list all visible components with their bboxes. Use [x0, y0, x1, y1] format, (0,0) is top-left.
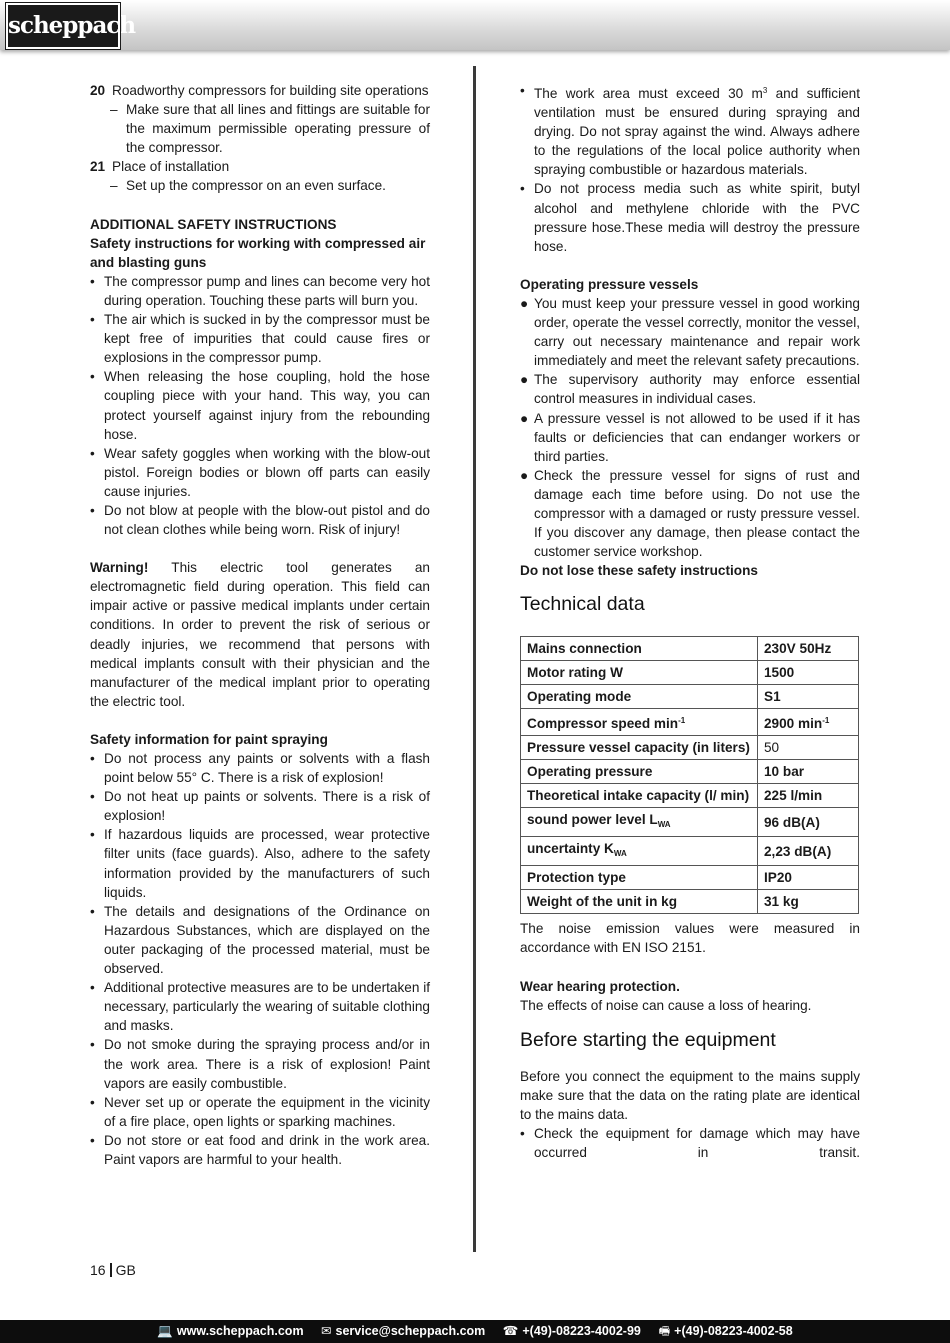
- list-item-text: Do not heat up paints or solvents. There is a risk of explosion!: [104, 789, 430, 824]
- table-cell-value: [758, 685, 859, 709]
- bullet-marker: •: [90, 445, 95, 461]
- label-text: Theoretical intake capacity (l/ min): [527, 788, 750, 804]
- list-item-text: Check the equipment for damage which may have occurred in transit.: [534, 1126, 860, 1161]
- list-item-text: Check the pressure vessel for signs of rust and damage each time before using. Do not use the compressor with a damaged or rusty pressure vessel. If you discover any damage, then please contact the customer service workshop.: [534, 467, 860, 560]
- phone-number: +(49)-08223-4002-99: [522, 1324, 641, 1338]
- label-text: Mains connection: [527, 641, 642, 657]
- table-cell-value: [758, 890, 859, 914]
- list-item-text: If hazardous liquids are processed, wear protective filter units (face guards). Also, adhere to the safety information provided by the manufacturers of such liquids.: [104, 827, 430, 900]
- list-item: [90, 310, 430, 367]
- warning-label: Warning!: [90, 560, 149, 576]
- email-link[interactable]: service@scheppach.com: [335, 1324, 486, 1338]
- list-item-text: Do not smoke during the spraying process and/or in the work area. There is a risk of explosion! Paint vapors are easily combustible.: [104, 1037, 430, 1091]
- subsection-heading: Operating pressure vessels: [520, 276, 699, 292]
- list-item: [90, 978, 430, 1035]
- list-item: [90, 1093, 430, 1131]
- bullet-marker: •: [90, 789, 95, 805]
- bullet-marker: ●: [520, 410, 529, 426]
- sub-item-text: Set up the compressor on an even surface.: [126, 178, 386, 194]
- page-number: 16: [90, 1262, 106, 1278]
- column-divider: [473, 66, 476, 1252]
- table-row: [521, 784, 859, 808]
- table-row: [521, 808, 859, 837]
- table-row: [521, 760, 859, 784]
- table-cell-value: [758, 837, 859, 866]
- list-item: [90, 825, 430, 901]
- list-item: [90, 1131, 430, 1169]
- superscript: -1: [822, 716, 830, 726]
- list-item-text: Do not store or eat food and drink in the work area. Paint vapors are harmful to your health.: [104, 1132, 430, 1167]
- label-text: Protection type: [527, 870, 626, 886]
- value-text: 225 l/min: [764, 788, 823, 804]
- table-cell-label: [521, 784, 758, 808]
- table-row: [521, 736, 859, 760]
- paint-bullet-list: [90, 749, 430, 1169]
- list-item: [90, 902, 430, 978]
- subscript: WA: [657, 820, 671, 830]
- bullet-marker: •: [90, 751, 95, 766]
- item-title: Roadworthy compressors for building site operations: [112, 83, 429, 98]
- warning-text: This electric tool generates an electromagnetic field during operation. This field can impair active or passive medical implants under certain conditions. In order to prevent the risk of serious or deadly injuries, we recommend that persons with medical implants consult with their physician and the manufacturer of the medical implant prior to operating the electric tool.: [90, 560, 430, 709]
- before-starting-heading: Before starting the equipment: [520, 1028, 776, 1051]
- dash-marker: –: [110, 178, 118, 194]
- table-cell-label: [521, 890, 758, 914]
- table-cell-value: [758, 637, 859, 661]
- sub-item-text: Make sure that all lines and fittings are suitable for the maximum permissible operating pressure of the compressor.: [126, 102, 430, 156]
- table-row: [521, 685, 859, 709]
- value-text: 50: [764, 740, 780, 756]
- value-text: 2,23 dB(A): [764, 843, 832, 859]
- keep-instructions: Do not lose these safety instructions: [520, 563, 758, 579]
- hearing-text: The effects of noise can cause a loss of hearing.: [520, 997, 812, 1013]
- bullet-marker: ●: [520, 467, 529, 483]
- bullet-marker: •: [90, 1094, 95, 1110]
- hearing-heading: Wear hearing protection.: [520, 978, 680, 994]
- item-number: 20: [90, 83, 106, 98]
- table-cell-label: [521, 808, 758, 837]
- bullet-marker: •: [90, 1132, 95, 1148]
- bullet-marker: •: [90, 980, 95, 996]
- list-item: [520, 294, 860, 370]
- list-item: [520, 179, 860, 255]
- table-cell-label: [521, 866, 758, 890]
- noise-paragraph: The noise emission values were measured in accordance with EN ISO 2151.: [520, 921, 860, 956]
- language-code: GB: [115, 1262, 136, 1278]
- label-text: Operating pressure: [527, 764, 653, 780]
- dash-marker: –: [110, 102, 118, 118]
- list-item-text: The air which is sucked in by the compressor must be kept free of impurities that could cause fires or explosions in the compressor pump.: [104, 312, 430, 366]
- list-item: [90, 272, 430, 310]
- list-item-text: [534, 81, 860, 179]
- technical-data-table: [520, 636, 859, 914]
- bullet-marker: •: [90, 369, 95, 385]
- table-cell-value: [758, 736, 859, 760]
- list-item-text: Do not blow at people with the blow-out pistol and do not clean clothes while being worn. Risk of injury!: [104, 502, 430, 538]
- warning-paragraph: [90, 558, 430, 711]
- value-text: 31 kg: [764, 894, 799, 910]
- item-title: Place of installation: [112, 159, 230, 175]
- subscript: WA: [613, 849, 627, 859]
- table-row: [521, 890, 859, 914]
- list-item-text: Do not process any paints or solvents with a flash point below 55° C. There is a risk of explosion!: [104, 751, 430, 786]
- label-text: Operating mode: [527, 689, 632, 705]
- list-item: [90, 367, 430, 443]
- fax-number: +(49)-08223-4002-58: [674, 1324, 793, 1338]
- bullet-marker: ●: [520, 372, 529, 388]
- list-item: [90, 787, 430, 825]
- sub-item: [90, 176, 430, 195]
- value-text: 96 dB(A): [764, 814, 820, 830]
- superscript: -1: [678, 716, 686, 726]
- table-row: [521, 837, 859, 866]
- table-row: [521, 709, 859, 736]
- list-item-text: The supervisory authority may enforce essential control measures in individual cases.: [534, 372, 860, 407]
- list-item: [90, 749, 430, 787]
- table-cell-label: [521, 661, 758, 685]
- subsection-heading: Safety instructions for working with compressed air and blasting guns: [90, 235, 426, 270]
- list-item-text: Do not process media such as white spirit, butyl alcohol and methylene chloride with the PVC pressure hose.These media will destroy the pressure hose.: [534, 181, 860, 254]
- bullet-marker: •: [90, 273, 95, 289]
- bullet-marker: •: [90, 312, 95, 328]
- value-text: IP20: [764, 870, 792, 886]
- text-part: and sufficient ventilation must be ensured during spraying and drying. Do not spray against the wind. Always adhere to the regulations of the local police authority when spraying combustible or hazardous materials.: [534, 86, 860, 178]
- left-column: [90, 81, 430, 1169]
- value-text: 230V 50Hz: [764, 641, 832, 657]
- bullet-marker: •: [520, 181, 525, 197]
- text-part: The work area must exceed 30 m: [534, 86, 763, 101]
- table-cell-value: [758, 784, 859, 808]
- page-header: [0, 0, 950, 50]
- list-item-text: Never set up or operate the equipment in the vicinity of a fire place, open lights or sparking machines.: [104, 1094, 430, 1129]
- list-item-text: When releasing the hose coupling, hold the hose coupling piece with your hand. This way, you can protect yourself against injury from the rebounding hose.: [104, 369, 430, 442]
- table-cell-label: [521, 760, 758, 784]
- list-item: [520, 1124, 860, 1162]
- superscript: 3: [762, 86, 768, 95]
- table-cell-value: [758, 866, 859, 890]
- contact-footer-bar: [0, 1320, 950, 1343]
- list-item: [520, 370, 860, 408]
- sub-item: [90, 100, 430, 157]
- bullet-marker: ●: [520, 295, 529, 311]
- table-cell-value: [758, 661, 859, 685]
- bullet-marker: •: [90, 903, 95, 919]
- table-row: [521, 866, 859, 890]
- list-item-text: A pressure vessel is not allowed to be used if it has faults or deficiencies that can endanger workers or third parties.: [534, 410, 860, 464]
- subsection-heading: Safety information for paint spraying: [90, 731, 328, 747]
- list-item: [520, 466, 860, 561]
- right-column: [520, 81, 860, 1162]
- website-link[interactable]: www.scheppach.com: [176, 1324, 304, 1338]
- list-item-20: [90, 81, 430, 100]
- label-text: Compressor speed min: [527, 716, 679, 732]
- label-text: uncertainty K: [527, 841, 614, 857]
- bullet-marker: •: [90, 1037, 95, 1053]
- table-cell-label: [521, 685, 758, 709]
- bullet-marker: •: [90, 502, 95, 518]
- label-text: Pressure vessel capacity (in liters): [527, 740, 750, 756]
- table-cell-label: [521, 709, 758, 736]
- table-cell-value: [758, 709, 859, 736]
- bullet-marker: •: [90, 827, 95, 843]
- table-cell-label: [521, 736, 758, 760]
- label-text: Weight of the unit in kg: [527, 894, 678, 910]
- vessel-bullet-list: [520, 294, 860, 561]
- bullet-marker: •: [520, 1126, 525, 1141]
- item-number: 21: [90, 159, 106, 175]
- list-item-text: Wear safety goggles when working with the blow-out pistol. Foreign bodies or blown off parts can easily cause injuries.: [104, 445, 430, 499]
- list-item: [520, 81, 860, 179]
- air-bullet-list: [90, 272, 430, 539]
- value-text: 10 bar: [764, 764, 805, 780]
- scheppach-logo: scheppach: [6, 3, 120, 49]
- table-cell-value: [758, 808, 859, 837]
- table-row: [521, 637, 859, 661]
- computer-icon: 💻: [157, 1324, 173, 1338]
- list-item-21: [90, 157, 430, 176]
- table-row: [521, 661, 859, 685]
- table-cell-label: [521, 637, 758, 661]
- label-text: Motor rating W: [527, 665, 623, 681]
- list-item-text: Additional protective measures are to be undertaken if necessary, particularly the wearing of suitable clothing and masks.: [104, 980, 430, 1034]
- list-item-text: You must keep your pressure vessel in good working order, operate the vessel correctly, monitor the vessel, carry out necessary maintenance and repair work immediately and meet the relevant safety precautions.: [534, 295, 860, 369]
- separator: [110, 1263, 112, 1277]
- technical-data-heading: Technical data: [520, 593, 645, 616]
- list-item-text: The details and designations of the Ordinance on Hazardous Substances, which are displayed on the outer packaging of the processed material, must be observed.: [104, 903, 430, 977]
- value-text: 2900 min: [764, 716, 823, 732]
- list-item: [90, 501, 430, 539]
- list-item: [520, 409, 860, 466]
- page-number-footer: [90, 1262, 136, 1278]
- label-text: sound power level L: [527, 812, 658, 828]
- table-cell-value: [758, 760, 859, 784]
- list-item: [90, 1035, 430, 1092]
- phone-icon: ☎: [502, 1324, 519, 1338]
- list-item: [90, 444, 430, 501]
- list-item-text: The compressor pump and lines can become very hot during operation. Touching these parts will burn you.: [104, 273, 430, 308]
- fax-icon: 🖷: [658, 1324, 671, 1338]
- before-starting-text: Before you connect the equipment to the mains supply make sure that the data on the rating plate are identical to the mains data.: [520, 1068, 860, 1122]
- value-text: 1500: [764, 665, 795, 681]
- section-heading: ADDITIONAL SAFETY INSTRUCTIONS: [90, 216, 337, 232]
- value-text: S1: [764, 689, 781, 705]
- table-cell-label: [521, 837, 758, 866]
- mail-icon: ✉: [321, 1324, 332, 1338]
- bullet-marker: •: [520, 83, 525, 98]
